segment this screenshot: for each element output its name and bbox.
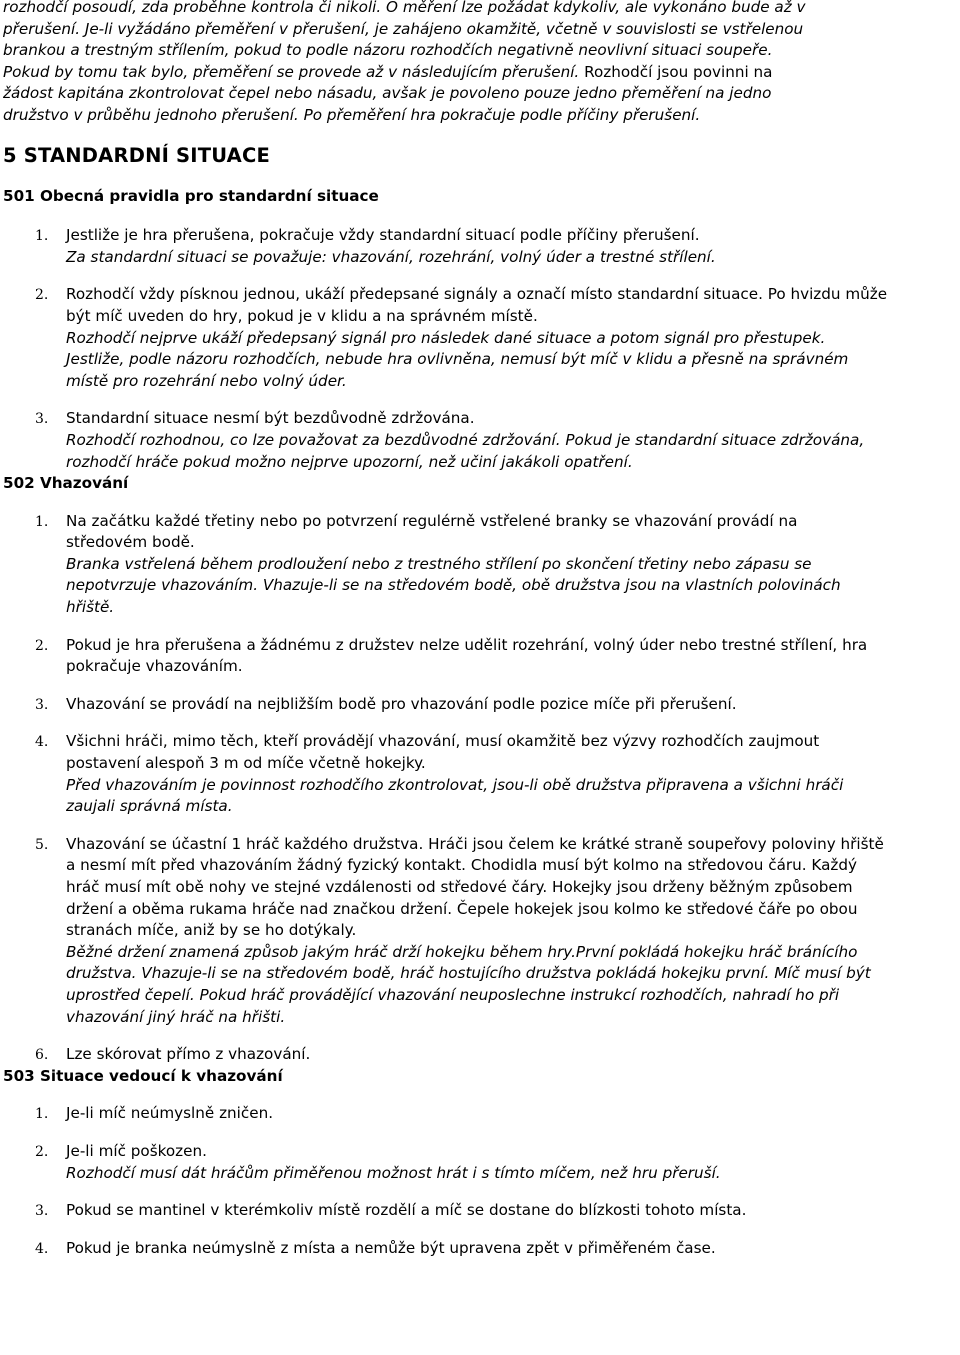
- text-span: Pokud by tomu tak bylo, přeměření se provede až v následujícím přerušení.: [3, 62, 580, 81]
- text-line: Pokud se mantinel v kterémkoliv místě rozdělí a míč se dostane do blízkosti tohoto místa.: [66, 1201, 747, 1220]
- item-number: 6.: [35, 1047, 49, 1064]
- text-line: Vhazování se účastní 1 hráč každého družstva. Hráči jsou čelem ke krátké straně soupeřovy poloviny hřiště: [66, 834, 884, 853]
- item-number: 3.: [35, 1203, 49, 1220]
- item-number: 1.: [35, 228, 49, 245]
- text-line: Pokud je hra přerušena a žádnému z družstev nelze udělit rozehrání, volný úder nebo trestné střílení, hra: [66, 635, 868, 654]
- intro-paragraph: [3, 0, 960, 127]
- text-line: Pokud je branka neúmyslně z místa a nemůže být upravena zpět v přiměřeném čase.: [66, 1238, 716, 1257]
- item-number: 3.: [35, 411, 49, 428]
- text-line: uprostřed čepelí. Pokud hráč provádějící vhazování neuposlechne instrukcí rozhodčích, nahradí ho při: [66, 985, 840, 1004]
- list-item: [3, 635, 960, 678]
- item-number: 2.: [35, 287, 49, 304]
- item-number: 4.: [35, 1240, 49, 1257]
- text-line: rozhodčí posoudí, zda proběhne kontrola či nikoli. O měření lze požádat kdykoliv, ale vykonáno bude až v: [3, 0, 806, 16]
- text-line: Rozhodčí musí dát hráčům přiměřenou možnost hrát i s tímto míčem, než hru přeruší.: [66, 1163, 721, 1182]
- text-line: být míč uveden do hry, pokud je v klidu a na správném místě.: [66, 306, 538, 325]
- text-line: Za standardní situaci se považuje: vhazování, rozehrání, volný úder a trestné střílení.: [66, 247, 716, 266]
- list-item: [3, 225, 960, 268]
- list-item: [3, 1200, 960, 1222]
- text-line: nepotvrzuje vhazováním. Vhazuje-li se na středovém bodě, obě družstva jsou na vlastních polovinách: [66, 576, 841, 595]
- text-line: Rozhodčí nejprve ukáží předepsaný signál pro následek dané situace a potom signál pro přestupek.: [66, 328, 826, 347]
- item-number: 1.: [35, 1106, 49, 1123]
- section-heading-502: 502 Vhazování: [3, 474, 129, 493]
- text-line: Standardní situace nesmí být bezdůvodně zdržována.: [66, 409, 475, 428]
- text-line: rozhodčí hráče pokud možno nejprve upozorní, než učiní jakákoli opatření.: [66, 452, 633, 471]
- text-line: [3, 62, 960, 84]
- text-line: Vhazování se provádí na nejbližším bodě pro vhazování podle pozice míče při přerušení.: [66, 694, 737, 713]
- text-line: Je-li míč poškozen.: [66, 1141, 207, 1160]
- text-line: Rozhodčí rozhodnou, co lze považovat za bezdůvodné zdržování. Pokud je standardní situace zdržována,: [66, 430, 865, 449]
- text-line: stranách míče, aniž by se ho dotýkaly.: [66, 921, 357, 940]
- text-line: vhazování jiný hráč na hřišti.: [66, 1007, 286, 1026]
- text-line: středovém bodě.: [66, 533, 195, 552]
- text-line: Běžné držení znamená způsob jakým hráč drží hokejku během hry.První pokládá hokejku hráč bránícího: [66, 942, 858, 961]
- list-item: [3, 834, 960, 1028]
- text-line: a nesmí mít před vhazováním žádný fyzický kontakt. Chodidla musí být kolmo na středovou čáru. Každý: [66, 856, 858, 875]
- item-number: 5.: [35, 836, 49, 853]
- text-line: Před vhazováním je povinnost rozhodčího zkontrolovat, jsou-li obě družstva připravena a všichni hráči: [66, 775, 844, 794]
- text-line: přerušení. Je-li vyžádáno přeměření v přerušení, je zahájeno okamžitě, včetně v souvislosti se vstřelenou: [3, 19, 804, 38]
- text-line: pokračuje vhazováním.: [66, 657, 243, 676]
- text-line: Rozhodčí vždy písknou jednou, ukáží předepsané signály a označí místo standardní situace. Po hvizdu může: [66, 285, 888, 304]
- text-line: družstvo v průběhu jednoho přerušení. Po přeměření hra pokračuje podle příčiny přerušení.: [3, 105, 701, 124]
- list-item: [3, 731, 960, 817]
- list-item: [3, 1044, 960, 1066]
- text-line: Lze skórovat přímo z vhazování.: [66, 1045, 311, 1064]
- section-heading-503: 503 Situace vedoucí k vhazování: [3, 1066, 283, 1085]
- text-line: Jestliže je hra přerušena, pokračuje vždy standardní situací podle příčiny přerušení.: [66, 226, 700, 245]
- item-number: 2.: [35, 637, 49, 654]
- item-number: 3.: [35, 696, 49, 713]
- text-line: držení a oběma rukama hráče nad značkou držení. Čepele hokejek jsou kolmo ke středové čáře po obou: [66, 899, 858, 918]
- section-heading-501: 501 Obecná pravidla pro standardní situace: [3, 186, 379, 205]
- list-item: [3, 511, 960, 619]
- text-line: Na začátku každé třetiny nebo po potvrzení regulérně vstřelené branky se vhazování provádí na: [66, 511, 798, 530]
- text-span: Rozhodčí jsou povinni na: [579, 62, 773, 81]
- text-line: místě pro rozehrání nebo volný úder.: [66, 371, 347, 390]
- list-item: [3, 694, 960, 716]
- text-line: hřiště.: [66, 598, 115, 617]
- list-item: [3, 284, 960, 392]
- text-line: Jestliže, podle názoru rozhodčích, nebude hra ovlivněna, nemusí být míč v klidu a přesně na správném: [66, 350, 849, 369]
- text-line: družstva. Vhazuje-li se na středovém bodě, hráč hostujícího družstva pokládá hokejku první. Míč musí být: [66, 964, 871, 983]
- list-item: [3, 408, 960, 473]
- text-line: postavení alespoň 3 m od míče včetně hokejky.: [66, 754, 426, 773]
- list-item: [3, 1238, 960, 1260]
- chapter-heading: 5 STANDARDNÍ SITUACE: [3, 143, 271, 167]
- text-line: žádost kapitána zkontrolovat čepel nebo násadu, avšak je povoleno pouze jedno přeměření na jedno: [3, 84, 772, 103]
- item-number: 2.: [35, 1143, 49, 1160]
- text-line: zaujali správná místa.: [66, 797, 233, 816]
- list-item: [3, 1103, 960, 1125]
- list-item: [3, 1141, 960, 1184]
- text-line: hráč musí mít obě nohy ve stejné vzdálenosti od středové čáry. Hokejky jsou drženy běžným způsobem: [66, 878, 853, 896]
- text-line: Všichni hráči, mimo těch, kteří provádějí vhazování, musí okamžitě bez výzvy rozhodčích zaujmout: [66, 732, 820, 751]
- item-number: 4.: [35, 734, 49, 751]
- text-line: brankou a trestným střílením, pokud to podle názoru rozhodčích negativně neovlivní situaci soupeře.: [3, 41, 773, 60]
- text-line: Branka vstřelená během prodloužení nebo z trestného střílení po skončení třetiny nebo zápasu se: [66, 554, 812, 573]
- item-number: 1.: [35, 513, 49, 530]
- text-line: Je-li míč neúmyslně zničen.: [66, 1104, 274, 1123]
